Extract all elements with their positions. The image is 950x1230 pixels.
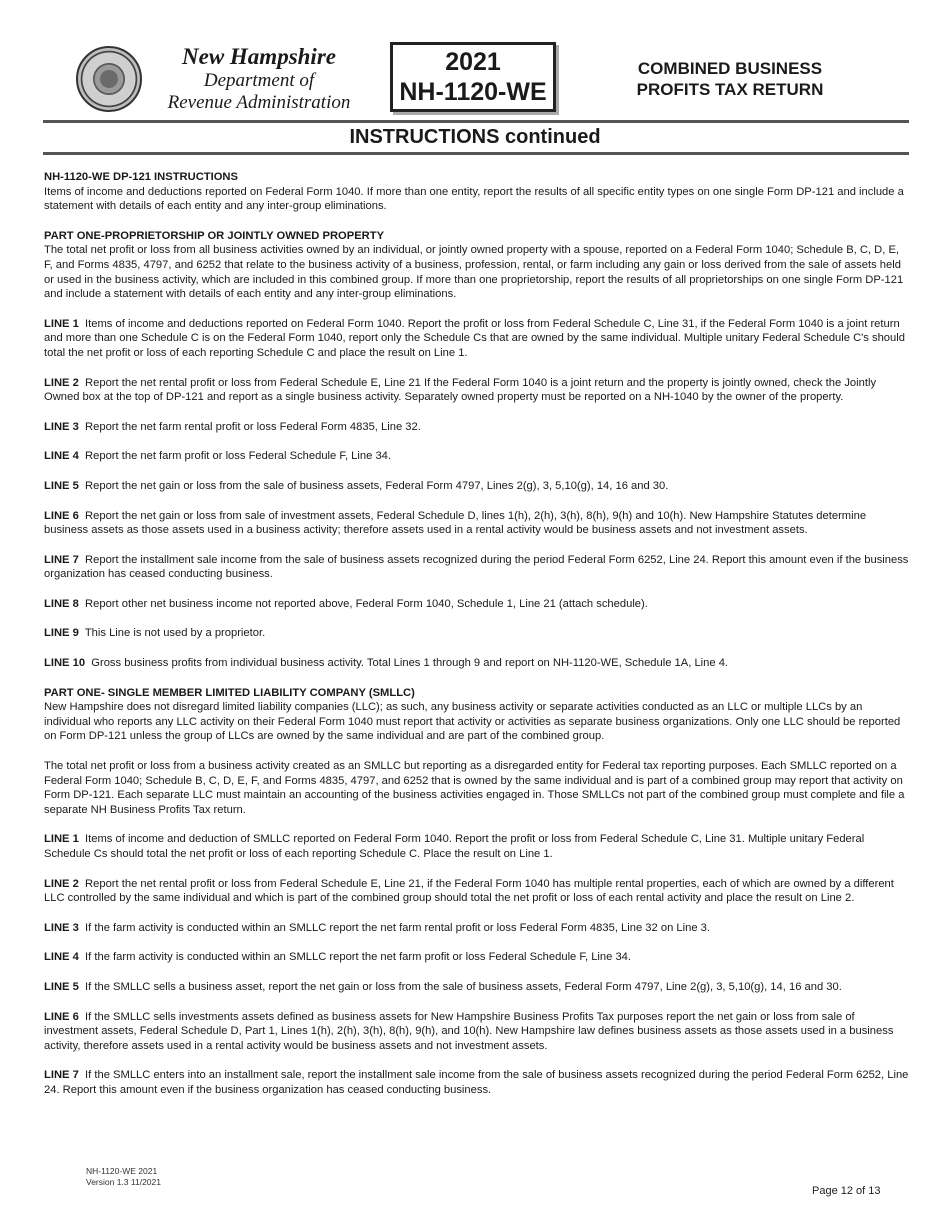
page-number: Page 12 of 13	[812, 1185, 881, 1197]
instruction-block	[44, 479, 910, 494]
line-label: LINE 7	[44, 553, 79, 566]
instruction-block	[44, 1068, 910, 1097]
line-label: LINE 8	[44, 597, 79, 610]
line-label: LINE 1	[44, 833, 79, 846]
line-label: LINE 6	[44, 1010, 79, 1023]
section-heading: PART ONE- SINGLE MEMBER LIMITED LIABILITY COMPANY (SMLLC)	[44, 686, 415, 699]
line-label: LINE 9	[44, 627, 79, 640]
instruction-block	[44, 420, 910, 435]
footer-form-info	[86, 1166, 161, 1187]
line-label: LINE 6	[44, 509, 79, 522]
instruction-text: This Line is not used by a proprietor.	[84, 627, 266, 640]
instruction-text: If the farm activity is conducted within an SMLLC report the net farm rental profit or loss Federal Form 4835, Line 32 on Line 3.	[85, 921, 710, 934]
state-seal-icon	[76, 46, 142, 112]
header-divider-bottom	[43, 152, 909, 155]
instructions-body	[44, 170, 910, 1098]
instruction-block	[44, 1010, 910, 1054]
instruction-text: Report the net gain or loss from the sale of business assets, Federal Form 4797, Lines 2(g), 3, 5,10(g), 14, 16 and 30.	[85, 479, 669, 492]
instruction-block	[44, 656, 910, 671]
instruction-block	[44, 759, 910, 817]
line-label: LINE 3	[44, 921, 79, 934]
instruction-text: If the SMLLC sells investments assets defined as business assets for New Hampshire Business Profits Tax purposes report the net gain or loss from sale of investment assets, Federal Schedule D, Part 1, Lines 1(h), 2(h), 3(h), 8(h), 9(h), and 10(h). New Hampshire law defines business assets as those assets used in a business activity, therefore assets used in a rental activity would be business assets and not investment assets.	[44, 1010, 894, 1052]
instruction-text: If the farm activity is conducted within an SMLLC report the net farm profit or loss Federal Schedule F, Line 34.	[85, 951, 632, 964]
instruction-text: The total net profit or loss from a business activity created as an SMLLC but reporting as a disregarded entity for Federal tax reporting purposes. Each SMLLC reported on a Federal Form 1040; Schedule B, C, D, E, F, and Forms 4835, 4797, and 6252 that is owned by the same individual and is part of a combined group may report that activity on Form DP-121. Each separate LLC must maintain an accounting of the business activities engaged in. Those SMLLCs not part of the combined group must complete and file a separate NH Business Profits Tax return.	[44, 760, 905, 816]
instruction-text: Report the net farm profit or loss Federal Schedule F, Line 34.	[85, 450, 391, 463]
form-number: NH-1120-WE	[399, 78, 547, 106]
instruction-text: Report the net farm rental profit or loss Federal Form 4835, Line 32.	[85, 420, 421, 433]
return-title-line-1: COMBINED BUSINESS	[637, 59, 823, 78]
line-label: LINE 3	[44, 420, 79, 433]
instruction-text: Items of income and deduction of SMLLC reported on Federal Form 1040. Report the profit or loss from Federal Schedule C, Line 31. Multiple unitary Federal Schedule Cs should total the net profit or loss of each reporting Schedule C. Place the result on Line 1.	[44, 833, 865, 860]
agency-line-3: Revenue Administration	[167, 92, 351, 113]
instruction-block	[44, 449, 910, 464]
instruction-block	[44, 170, 910, 214]
line-label: LINE 1	[44, 317, 79, 330]
instruction-block	[44, 553, 910, 582]
instruction-text: Report the net gain or loss from sale of investment assets, Federal Schedule D, lines 1(h), 2(h), 3(h), 8(h), 9(h) and 10(h). New Hampshire Statutes determine business assets as those assets used in a business activity; therefore assets used in a rental activity would be business assets and not investment assets.	[44, 509, 867, 537]
section-heading: PART ONE-PROPRIETORSHIP OR JOINTLY OWNED PROPERTY	[44, 229, 385, 242]
instruction-text: Report other net business income not reported above, Federal Form 1040, Schedule 1, Line 21 (attach schedule).	[85, 597, 648, 610]
agency-line-2: Department of	[203, 70, 315, 91]
instruction-block	[44, 229, 910, 302]
form-id-box	[390, 42, 556, 112]
page-header	[0, 0, 950, 120]
instruction-text: New Hampshire does not disregard limited liability companies (LLC); as such, any business activity or separate activities conducted as an LLC or multiple LLCs by an individual who reports any LLC activity on their Federal Form 1040 must report that activity or activities as separate business organizations. Only one LLC should be reported on Form DP-121 unless the group of LLCs are owned by the same individual and are part of the combined group.	[44, 701, 901, 743]
agency-line-1: New Hampshire	[182, 44, 336, 69]
line-label: LINE 5	[44, 479, 79, 492]
instruction-text: Report the net rental profit or loss from Federal Schedule E, Line 21 If the Federal Form 1040 is a joint return and the property is jointly owned, check the Jointly Owned box at the top of DP-121 and report as a single business activity. Separately owned property must be reported on a NH-1040 by the owner of the property.	[44, 376, 877, 404]
instruction-block	[44, 509, 910, 538]
instruction-text: If the SMLLC enters into an installment sale, report the installment sale income from the sale of business assets recognized during the period Federal Form 6252, Line 24. Report this amount even if the business organization has ceased conducting business.	[44, 1069, 909, 1096]
footer-form-id: NH-1120-WE 2021	[86, 1166, 158, 1176]
instruction-block	[44, 686, 910, 744]
instruction-block	[44, 376, 910, 405]
footer-version: Version 1.3 11/2021	[86, 1176, 161, 1187]
line-label: LINE 10	[44, 657, 86, 670]
form-year: 2021	[445, 48, 501, 76]
instruction-block	[44, 980, 910, 995]
instruction-text: If the SMLLC sells a business asset, report the net gain or loss from the sale of business assets, Federal Form 4797, Line 2(g), 3, 5,10(g), 14, 16 and 30.	[85, 980, 842, 993]
page-title: INSTRUCTIONS continued	[349, 126, 601, 148]
line-label: LINE 4	[44, 450, 79, 463]
instruction-text: Items of income and deductions reported on Federal Form 1040. Report the profit or loss from Federal Schedule C, Line 31, if the Federal Form 1040 is a joint return and more than one Schedule C is on the Federal Form 1040, report only the Schedule Cs that are owned by the same individual. Multiple unitary Federal Schedule C's should total the net profit or loss of each reporting Schedule C and place the result on Line 1.	[44, 317, 905, 359]
line-label: LINE 5	[44, 980, 79, 993]
instruction-block	[44, 626, 910, 641]
instruction-text: Items of income and deductions reported on Federal Form 1040. If more than one entity, report the results of all specific entity types on one single Form DP-121 and include a statement with details of each entity and any inter-group eliminations.	[44, 185, 904, 213]
line-label: LINE 2	[44, 376, 79, 389]
instruction-block	[44, 877, 910, 906]
instruction-text: Report the net rental profit or loss from Federal Schedule E, Line 21, if the Federal Form 1040 has multiple rental properties, each of which are owned by a different LLC controlled by the same individual and which is part of the combined group should total the net profit or loss of each rental activity and place the result on Line 2.	[44, 877, 894, 905]
line-label: LINE 7	[44, 1069, 79, 1082]
header-divider-top	[43, 120, 909, 123]
instruction-block	[44, 597, 910, 612]
instruction-text: Report the installment sale income from the sale of business assets recognized during the period Federal Form 6252, Line 24. Report this amount even if the business organization has ceased conducting business.	[44, 553, 909, 581]
instruction-text: The total net profit or loss from all business activities owned by an individual, or jointly owned property with a spouse, reported on a Federal Form 1040; Schedule B, C, D, E, F, and Forms 4835, 4797, and 6252 that relate to the business activity of a business, profession, rental, or farm including any gain or loss derived from the sale of assets held or used in the business activity, which are included in this combined group. If more than one proprietorship, report the results of all proprietorships on one single Form DP-121 and include a statement with details of each entity and any inter-group eliminations.	[44, 244, 904, 301]
instruction-block	[44, 832, 910, 861]
instruction-block	[44, 950, 910, 965]
instruction-text: Gross business profits from individual business activity. Total Lines 1 through 9 and report on NH-1120-WE, Schedule 1A, Line 4.	[91, 657, 729, 670]
instruction-block	[44, 317, 910, 361]
section-heading: NH-1120-WE DP-121 INSTRUCTIONS	[44, 171, 238, 183]
instruction-block	[44, 921, 910, 936]
agency-name	[150, 44, 368, 114]
line-label: LINE 2	[44, 877, 79, 890]
return-title-line-2: PROFITS TAX RETURN	[636, 80, 824, 99]
line-label: LINE 4	[44, 951, 79, 964]
return-title	[620, 58, 840, 100]
